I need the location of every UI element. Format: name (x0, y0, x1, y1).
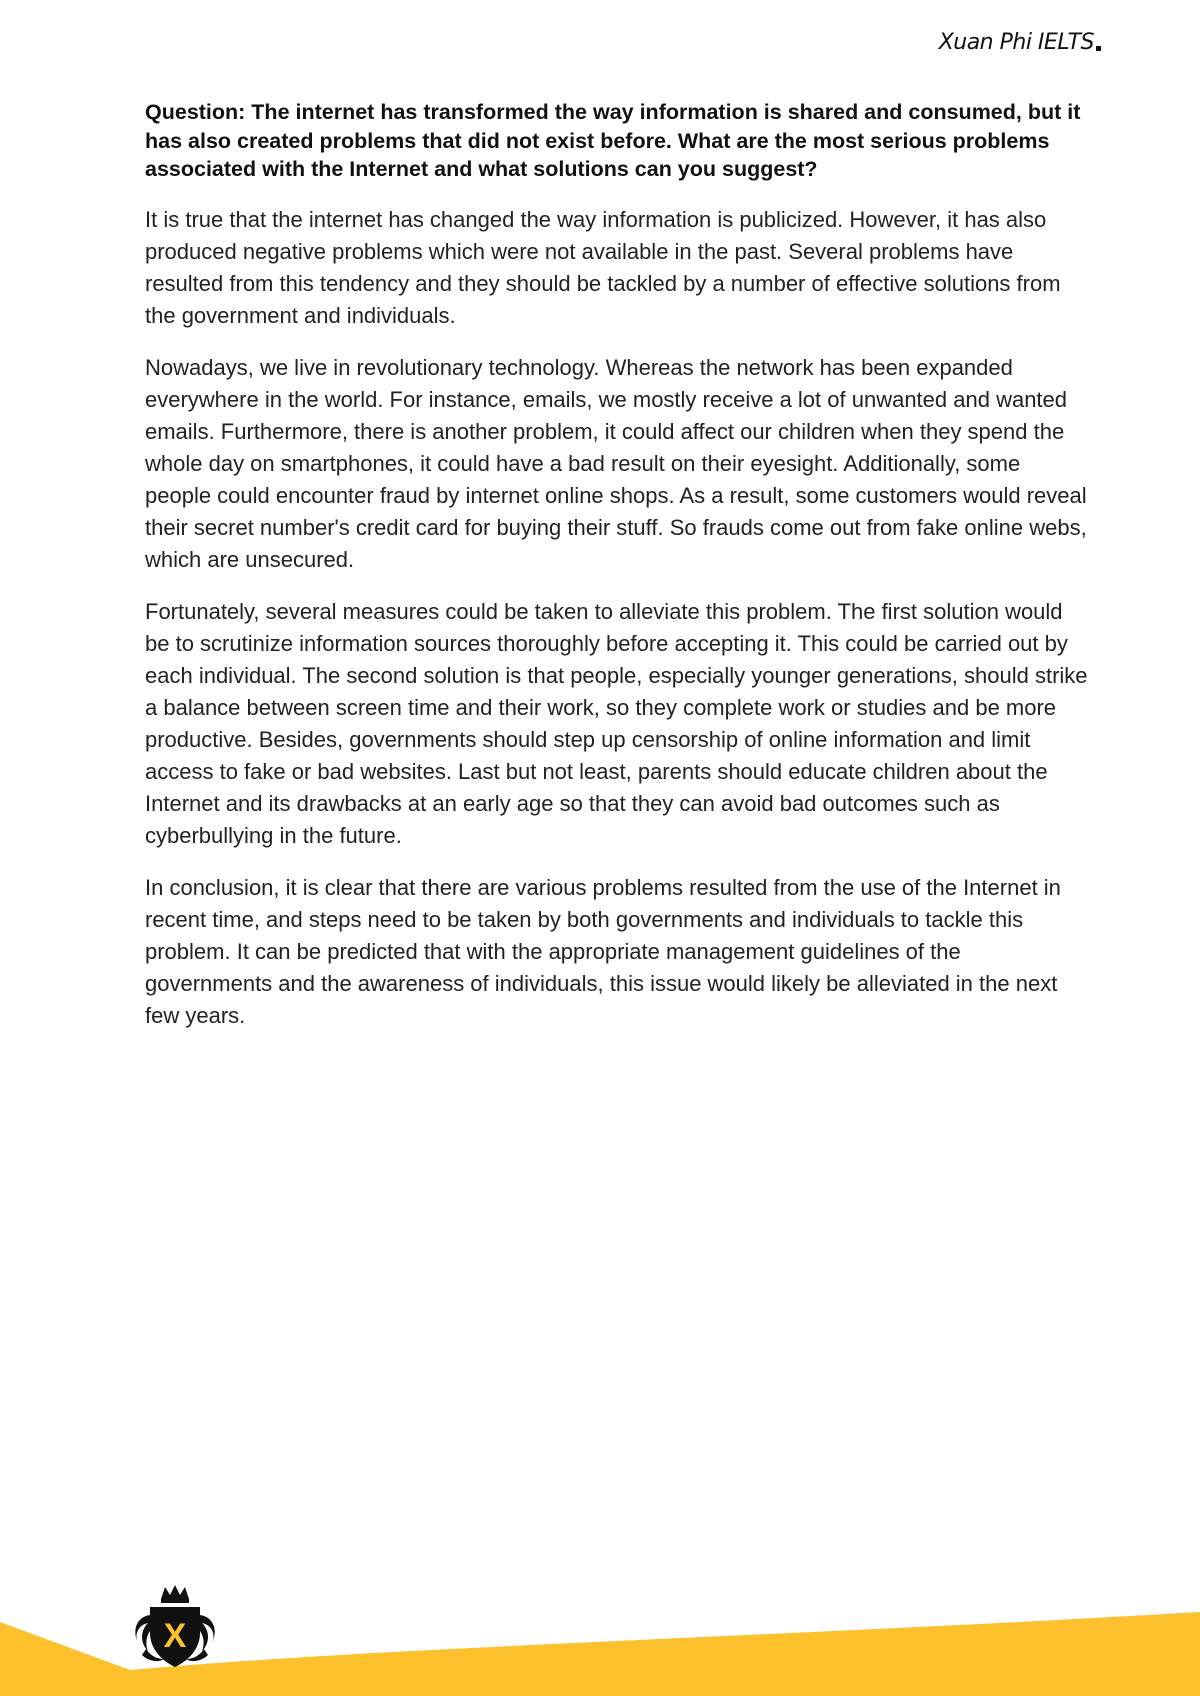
logo-letter: X (163, 1617, 187, 1655)
paragraph-solutions: Fortunately, several measures could be taken to alleviate this problem. The first solution would be to scrutinize information sources thoroughly before accepting it. This could be carried out by each individual. The second solution is that people, especially younger generations, should strike a balance between screen time and their work, so they complete work or studies and be more productive. Besides, governments should step up censorship of online information and limit access to fake or bad websites. Last but not least, parents should educate children about the Internet and its drawbacks at an early age so that they can avoid bad outcomes such as cyberbullying in the future. (145, 598, 1088, 848)
brand-text: Xuan Phi IELTS (938, 30, 1094, 55)
crown-shield-logo-icon (128, 1585, 222, 1673)
header-brand (939, 30, 1101, 55)
paragraph-conclusion: In conclusion, it is clear that there are various problems resulted from the use of the Internet in recent time, and steps need to be taken by both governments and individuals to tackle this problem. It can be predicted that with the appropriate management guidelines of the governments and the awareness of individuals, this issue would likely be alleviated in the next few years. (145, 874, 1061, 1028)
document-body (145, 98, 1090, 1052)
paragraph-problems: Nowadays, we live in revolutionary technology. Whereas the network has been expanded everywhere in the world. For instance, emails, we mostly receive a lot of unwanted and wanted emails. Furthermore, there is another problem, it could affect our children when they spend the whole day on smartphones, it could have a bad result on their eyesight. Additionally, some people could encounter fraud by internet online shops. As a result, some customers would reveal their secret number's credit card for buying their stuff. So frauds come out from fake online webs, which are unsecured. (145, 354, 1087, 572)
paragraph-introduction: It is true that the internet has changed the way information is publicized. However, it has also produced negative problems which were not available in the past. Several problems have resulted from this tendency and they should be tackled by a number of effective solutions from the government and individuals. (145, 206, 1061, 328)
brand-dot (1096, 46, 1101, 51)
essay-question: Question: The internet has transformed the way information is shared and consumed, but it has also created problems that did not exist before. What are the most serious problems associated with the Internet and what solutions can you suggest? (145, 100, 1081, 181)
